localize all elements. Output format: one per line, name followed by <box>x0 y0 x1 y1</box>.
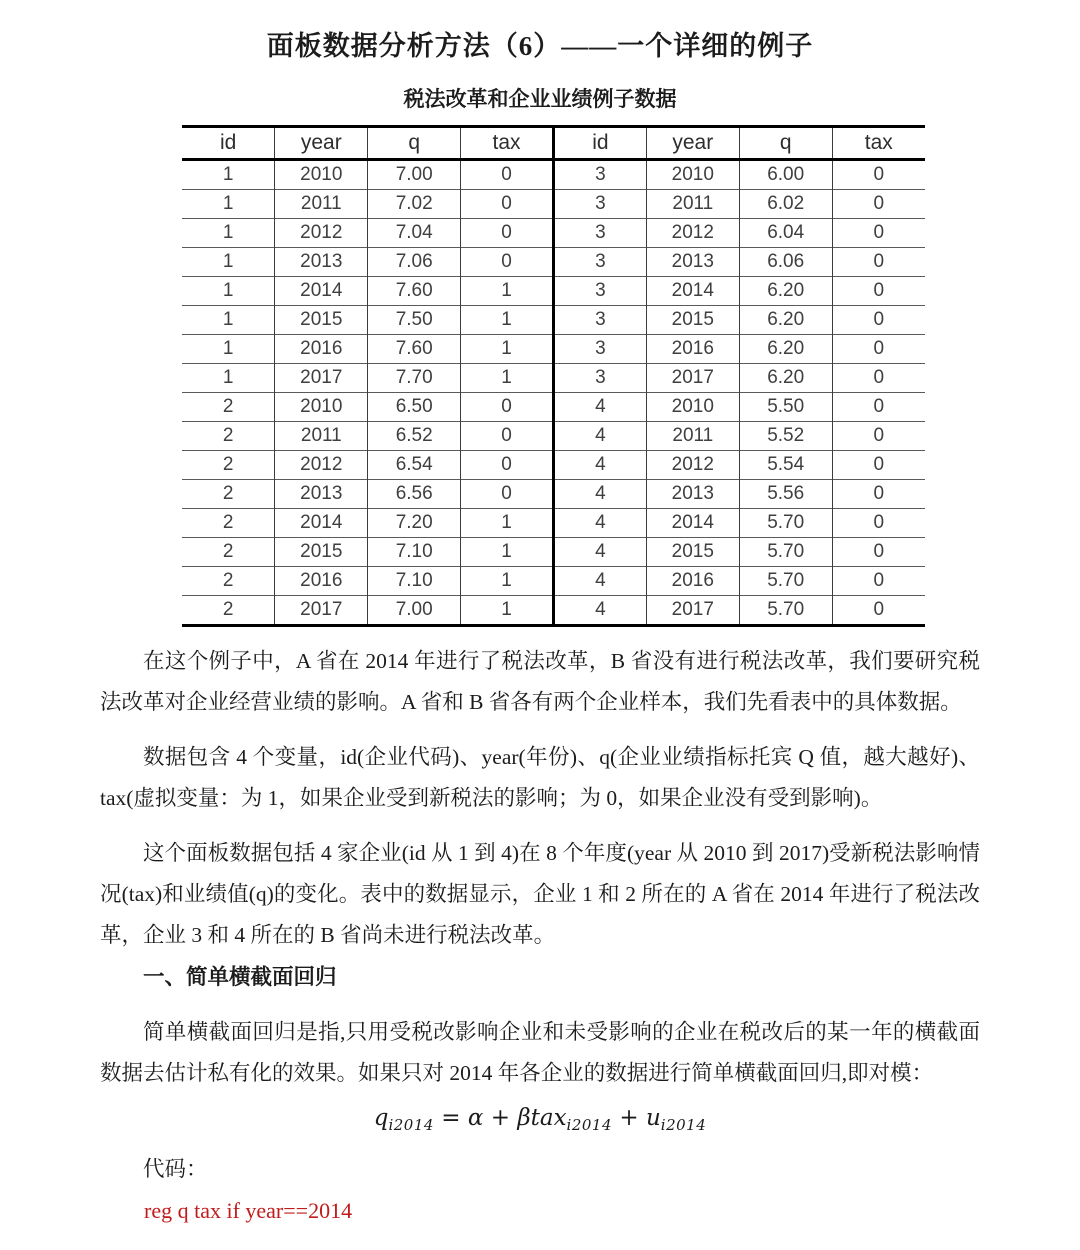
table-cell: 4 <box>554 567 647 596</box>
table-cell: 2 <box>182 451 275 480</box>
table-cell: 2010 <box>646 393 739 422</box>
table-cell: 2 <box>182 422 275 451</box>
table-cell: 2015 <box>646 306 739 335</box>
table-cell: 1 <box>461 567 554 596</box>
table-header-cell: tax <box>832 127 925 160</box>
panel-data-table <box>182 125 925 627</box>
table-cell: 6.50 <box>368 393 461 422</box>
table-cell: 5.70 <box>739 567 832 596</box>
table-cell: 2015 <box>275 538 368 567</box>
formula-term-q: q <box>373 1105 389 1131</box>
paragraph-regression-explanation: 简单横截面回归是指,只用受税改影响企业和未受影响的企业在税改后的某一年的横截面数据去估计私有化的效果。如果只对 2014 年各企业的数据进行简单横截面回归,即对模： <box>100 1020 980 1085</box>
table-cell: 1 <box>461 364 554 393</box>
table-cell: 4 <box>554 480 647 509</box>
table-cell: 0 <box>461 190 554 219</box>
table-cell: 0 <box>832 219 925 248</box>
table-row <box>182 335 925 364</box>
table-header-cell: id <box>182 127 275 160</box>
table-row <box>182 248 925 277</box>
formula-plus: + <box>612 1105 646 1131</box>
table-cell: 0 <box>832 422 925 451</box>
table-cell: 3 <box>554 160 647 190</box>
table-cell: 4 <box>554 393 647 422</box>
table-cell: 5.54 <box>739 451 832 480</box>
table-header-row <box>182 127 925 160</box>
table-cell: 0 <box>832 509 925 538</box>
paragraph-variables: 数据包含 4 个变量，id(企业代码)、year(年份)、q(企业业绩指标托宾 Q 值，越大越好)、tax(虚拟变量：为 1，如果企业受到新税法的影响；为 0，如果企业没有受到影响)。 <box>100 745 980 810</box>
table-header-cell: q <box>739 127 832 160</box>
table-cell: 2011 <box>646 190 739 219</box>
table-cell: 0 <box>461 422 554 451</box>
table-cell: 0 <box>461 160 554 190</box>
table-cell: 0 <box>832 306 925 335</box>
table-cell: 4 <box>554 451 647 480</box>
table-cell: 3 <box>554 335 647 364</box>
table-cell: 2010 <box>275 393 368 422</box>
table-cell: 0 <box>832 451 925 480</box>
table-cell: 1 <box>182 277 275 306</box>
regression-formula <box>0 1098 1080 1145</box>
table-cell: 1 <box>461 306 554 335</box>
table-row <box>182 422 925 451</box>
table-cell: 1 <box>182 306 275 335</box>
table-row <box>182 219 925 248</box>
table-cell: 6.06 <box>739 248 832 277</box>
formula-term-alpha: α <box>467 1105 484 1131</box>
table-cell: 5.70 <box>739 596 832 626</box>
table-cell: 2011 <box>275 190 368 219</box>
table-cell: 2012 <box>646 451 739 480</box>
table-cell: 0 <box>832 190 925 219</box>
table-cell: 1 <box>461 509 554 538</box>
table-body <box>182 160 925 626</box>
formula-plus: + <box>483 1105 518 1131</box>
table-cell: 5.70 <box>739 509 832 538</box>
table-cell: 2 <box>182 567 275 596</box>
table-cell: 2014 <box>646 277 739 306</box>
table-cell: 7.10 <box>368 538 461 567</box>
table-cell: 6.54 <box>368 451 461 480</box>
table-cell: 0 <box>832 364 925 393</box>
table-cell: 7.00 <box>368 160 461 190</box>
table-cell: 3 <box>554 364 647 393</box>
table-cell: 2 <box>182 538 275 567</box>
table-cell: 1 <box>461 538 554 567</box>
table-row <box>182 567 925 596</box>
table-cell: 2014 <box>275 277 368 306</box>
table-cell: 2016 <box>646 567 739 596</box>
table-header-cell: q <box>368 127 461 160</box>
table-cell: 2 <box>182 480 275 509</box>
table-cell: 6.56 <box>368 480 461 509</box>
table-cell: 3 <box>554 277 647 306</box>
table-row <box>182 480 925 509</box>
table-cell: 2017 <box>275 364 368 393</box>
table-cell: 2017 <box>646 596 739 626</box>
table-cell: 2017 <box>275 596 368 626</box>
table-cell: 6.20 <box>739 277 832 306</box>
table-cell: 0 <box>832 335 925 364</box>
paragraph-panel-description: 这个面板数据包括 4 家企业(id 从 1 到 4)在 8 个年度(year 从 2010 到 2017)受新税法影响情况(tax)和业绩值(q)的变化。表中的数据显示，企业 1 和 2 所在的 A 省在 2014 年进行了税法改革，企业 3 和 4 所在的 B 省尚未进行税法改革。 <box>100 841 980 947</box>
table-cell: 7.06 <box>368 248 461 277</box>
table-cell: 2012 <box>646 219 739 248</box>
table-cell: 4 <box>554 596 647 626</box>
table-row <box>182 306 925 335</box>
table-cell: 7.00 <box>368 596 461 626</box>
table-cell: 2 <box>182 596 275 626</box>
table-cell: 2011 <box>646 422 739 451</box>
table-cell: 6.04 <box>739 219 832 248</box>
table-cell: 2016 <box>646 335 739 364</box>
table-cell: 2012 <box>275 219 368 248</box>
table-cell: 5.50 <box>739 393 832 422</box>
table-cell: 0 <box>832 596 925 626</box>
table-cell: 2013 <box>275 248 368 277</box>
table-cell: 1 <box>182 364 275 393</box>
table-cell: 1 <box>461 335 554 364</box>
formula-term-beta-tax: βtax <box>517 1105 567 1131</box>
table-cell: 0 <box>461 480 554 509</box>
formula-subscript: i2014 <box>388 1116 434 1134</box>
table-cell: 2016 <box>275 567 368 596</box>
formula-subscript: i2014 <box>566 1116 613 1134</box>
table-cell: 7.04 <box>368 219 461 248</box>
table-cell: 0 <box>461 451 554 480</box>
paragraph-example-intro: 在这个例子中，A 省在 2014 年进行了税法改革，B 省没有进行税法改革，我们要研究税法改革对企业经营业绩的影响。A 省和 B 省各有两个企业样本，我们先看表中的具体数据。 <box>100 649 980 714</box>
table-cell: 7.60 <box>368 277 461 306</box>
table-cell: 3 <box>554 219 647 248</box>
table-cell: 4 <box>554 538 647 567</box>
table-cell: 2013 <box>275 480 368 509</box>
table-cell: 6.20 <box>739 364 832 393</box>
table-cell: 0 <box>832 480 925 509</box>
table-cell: 0 <box>461 248 554 277</box>
table-cell: 2015 <box>275 306 368 335</box>
table-cell: 6.20 <box>739 306 832 335</box>
table-cell: 0 <box>832 277 925 306</box>
table-cell: 0 <box>832 538 925 567</box>
table-row <box>182 364 925 393</box>
table-cell: 3 <box>554 248 647 277</box>
table-cell: 0 <box>461 393 554 422</box>
formula-equals: = <box>433 1105 468 1131</box>
table-header-cell: tax <box>461 127 554 160</box>
table-cell: 2015 <box>646 538 739 567</box>
table-caption: 税法改革和企业业绩例子数据 <box>403 87 677 111</box>
table-cell: 2010 <box>646 160 739 190</box>
table-cell: 0 <box>832 567 925 596</box>
table-cell: 7.50 <box>368 306 461 335</box>
table-cell: 2010 <box>275 160 368 190</box>
table-cell: 0 <box>832 393 925 422</box>
table-cell: 7.70 <box>368 364 461 393</box>
stata-code-line: reg q tax if year==2014 <box>144 1198 353 1223</box>
table-cell: 7.02 <box>368 190 461 219</box>
table-row <box>182 160 925 190</box>
table-cell: 2017 <box>646 364 739 393</box>
table-cell: 1 <box>182 248 275 277</box>
code-label: 代码： <box>143 1157 208 1181</box>
table-cell: 3 <box>554 190 647 219</box>
table-cell: 1 <box>461 596 554 626</box>
table-cell: 6.52 <box>368 422 461 451</box>
table-cell: 2014 <box>275 509 368 538</box>
table-cell: 2 <box>182 393 275 422</box>
table-cell: 7.60 <box>368 335 461 364</box>
table-cell: 7.20 <box>368 509 461 538</box>
table-cell: 5.52 <box>739 422 832 451</box>
table-cell: 2012 <box>275 451 368 480</box>
table-cell: 4 <box>554 509 647 538</box>
formula-subscript: i2014 <box>660 1116 707 1134</box>
table-cell: 2 <box>182 509 275 538</box>
table-row <box>182 393 925 422</box>
table-cell: 6.20 <box>739 335 832 364</box>
table-row <box>182 190 925 219</box>
table-row <box>182 451 925 480</box>
table-cell: 6.02 <box>739 190 832 219</box>
table-cell: 1 <box>182 335 275 364</box>
table-row <box>182 509 925 538</box>
table-cell: 2013 <box>646 248 739 277</box>
table-cell: 0 <box>832 248 925 277</box>
table-row <box>182 538 925 567</box>
table-cell: 5.70 <box>739 538 832 567</box>
table-cell: 7.10 <box>368 567 461 596</box>
formula-term-u: u <box>645 1105 661 1131</box>
table-cell: 2016 <box>275 335 368 364</box>
table-header-cell: year <box>646 127 739 160</box>
page-title: 面板数据分析方法（6）——一个详细的例子 <box>266 31 814 61</box>
table-row <box>182 277 925 306</box>
table-header-cell: id <box>554 127 647 160</box>
table-cell: 0 <box>832 160 925 190</box>
section-heading-cross-section-regression: 一、简单横截面回归 <box>143 965 337 989</box>
table-row <box>182 596 925 626</box>
table-cell: 1 <box>182 190 275 219</box>
table-cell: 1 <box>182 219 275 248</box>
table-cell: 4 <box>554 422 647 451</box>
table-cell: 2014 <box>646 509 739 538</box>
table-cell: 1 <box>461 277 554 306</box>
table-header-cell: year <box>275 127 368 160</box>
table-cell: 3 <box>554 306 647 335</box>
table-cell: 1 <box>222 164 234 185</box>
table-cell: 5.56 <box>739 480 832 509</box>
table-cell: 2013 <box>646 480 739 509</box>
table-cell: 6.00 <box>739 160 832 190</box>
table-cell: 2011 <box>275 422 368 451</box>
table-cell: 0 <box>461 219 554 248</box>
